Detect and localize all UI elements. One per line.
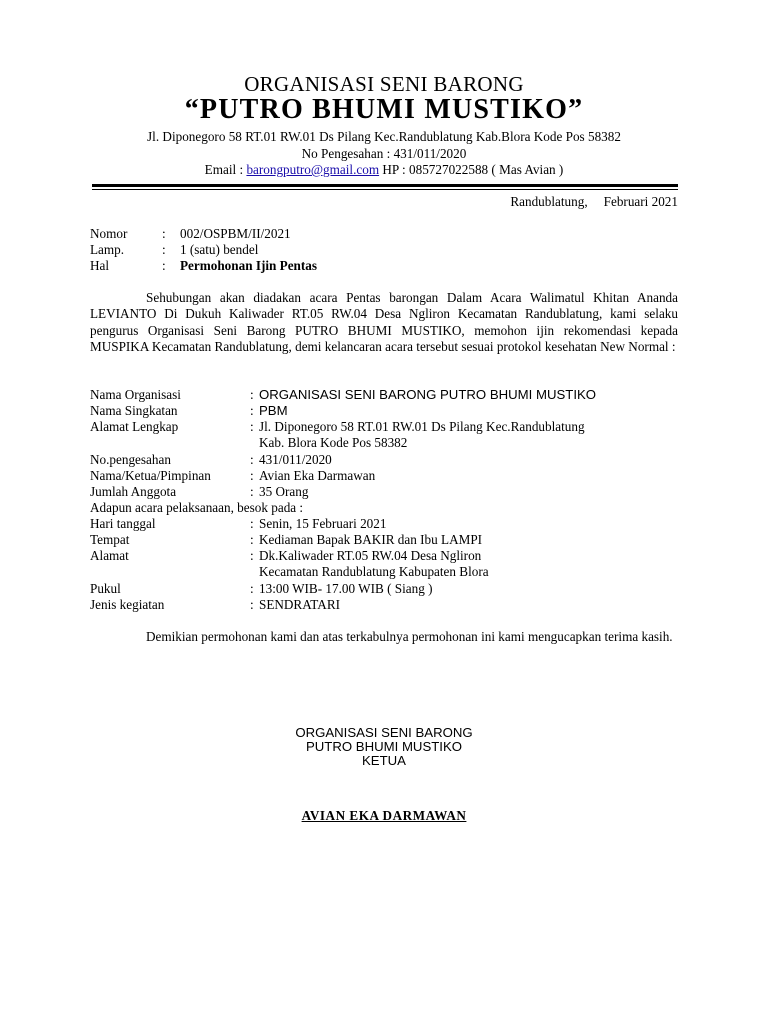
detail-colon: : — [250, 597, 254, 612]
detail-colon: : — [250, 548, 254, 563]
detail-label-jumlah: Jumlah Anggota — [90, 484, 177, 499]
org-contact — [0, 162, 768, 178]
detail-value-hari: Senin, 15 Februari 2021 — [259, 516, 387, 531]
phone-text: HP : 085727022588 ( Mas Avian ) — [379, 162, 564, 177]
detail-value-nama-singkatan: PBM — [259, 403, 288, 418]
detail-colon: : — [250, 419, 254, 434]
detail-value-alamat-2: Kecamatan Randublatung Kabupaten Blora — [259, 564, 489, 579]
signature-org-name: PUTRO BHUMI MUSTIKO — [305, 739, 463, 754]
letter-date — [510, 194, 678, 210]
detail-label-no-pengesahan: No.pengesahan — [90, 452, 171, 467]
detail-value-jenis: SENDRATARI — [259, 597, 341, 612]
detail-value-pukul: 13:00 WIB- 17.00 WIB ( Siang ) — [259, 581, 433, 596]
detail-label-pukul: Pukul — [90, 581, 121, 596]
email-prefix: Email : — [204, 162, 247, 177]
detail-colon: : — [250, 468, 254, 483]
email-link[interactable]: barongputro@gmail.com — [246, 162, 380, 177]
detail-value-jumlah: 35 Orang — [259, 484, 309, 499]
org-address: Jl. Diponegoro 58 RT.01 RW.01 Ds Pilang Kec.Randublatung Kab.Blora Kode Pos 58382 — [147, 129, 621, 144]
detail-label-tempat: Tempat — [90, 532, 130, 547]
detail-value-alamat-lengkap-2: Kab. Blora Kode Pos 58382 — [259, 435, 408, 450]
meta-value-hal: Permohonan Ijin Pentas — [180, 258, 318, 273]
org-pengesahan: No Pengesahan : 431/011/2020 — [301, 146, 467, 161]
meta-label-lamp: Lamp. — [90, 242, 125, 257]
detail-value-alamat-lengkap: Jl. Diponegoro 58 RT.01 RW.01 Ds Pilang Kec.Randublatung — [259, 419, 585, 434]
intro-paragraph: Sehubungan akan diadakan acara Pentas barongan Dalam Acara Walimatul Khitan Ananda LEVIANTO Di Dukuh Kaliwader RT.05 RW.04 Desa Ngliron Kecamatan Randublatung, kami selaku pengurus Organisasi Seni Barong PUTRO BHUMI MUSTIKO, memohon ijin rekomendasi kepada MUSPIKA Kecamatan Randublatung, demi kelancaran acara tersebut sesuai protokol kesehatan New Normal : — [90, 290, 678, 354]
signature-role: KETUA — [362, 753, 406, 768]
signature-name — [0, 807, 768, 825]
detail-colon: : — [250, 403, 254, 418]
detail-label-nama-organisasi: Nama Organisasi — [90, 387, 181, 402]
detail-label-alamat: Alamat — [90, 548, 129, 563]
detail-adapun: Adapun acara pelaksanaan, besok pada : — [90, 500, 304, 515]
detail-colon: : — [250, 532, 254, 547]
meta-colon: : — [162, 258, 166, 273]
meta-colon: : — [162, 226, 166, 241]
header-rule-thin — [92, 189, 678, 190]
meta-value-nomor: 002/OSPBM/II/2021 — [180, 226, 291, 241]
detail-colon: : — [250, 452, 254, 467]
detail-label-alamat-lengkap: Alamat Lengkap — [90, 419, 179, 434]
detail-colon: : — [250, 484, 254, 499]
meta-label-nomor: Nomor — [90, 226, 128, 241]
detail-label-jenis: Jenis kegiatan — [90, 597, 165, 612]
detail-label-ketua: Nama/Ketua/Pimpinan — [90, 468, 211, 483]
meta-value-lamp: 1 (satu) bendel — [180, 242, 259, 257]
detail-value-nama-organisasi: ORGANISASI SENI BARONG PUTRO BHUMI MUSTIKO — [259, 387, 597, 402]
detail-value-alamat: Dk.Kaliwader RT.05 RW.04 Desa Ngliron — [259, 548, 482, 563]
date-month-year: Februari 2021 — [603, 194, 678, 209]
detail-colon: : — [250, 581, 254, 596]
detail-label-hari: Hari tanggal — [90, 516, 156, 531]
date-city: Randublatung, — [510, 194, 588, 209]
closing-paragraph: Demikian permohonan kami dan atas terkabulnya permohonan ini kami mengucapkan terima kasih. — [146, 629, 673, 644]
detail-value-tempat: Kediaman Bapak BAKIR dan Ibu LAMPI — [259, 532, 483, 547]
signature-org: ORGANISASI SENI BARONG — [295, 725, 473, 740]
detail-value-ketua: Avian Eka Darmawan — [259, 468, 376, 483]
detail-value-no-pengesahan: 431/011/2020 — [259, 452, 332, 467]
detail-colon: : — [250, 516, 254, 531]
signature-name-text: AVIAN EKA DARMAWAN — [301, 808, 467, 823]
meta-label-hal: Hal — [90, 258, 110, 273]
detail-colon: : — [250, 387, 254, 402]
detail-label-nama-singkatan: Nama Singkatan — [90, 403, 178, 418]
org-title: ORGANISASI SENI BARONG — [244, 72, 524, 96]
meta-colon: : — [162, 242, 166, 257]
header-rule-thick — [92, 184, 678, 187]
org-name: “PUTRO BHUMI MUSTIKO” — [184, 94, 584, 125]
